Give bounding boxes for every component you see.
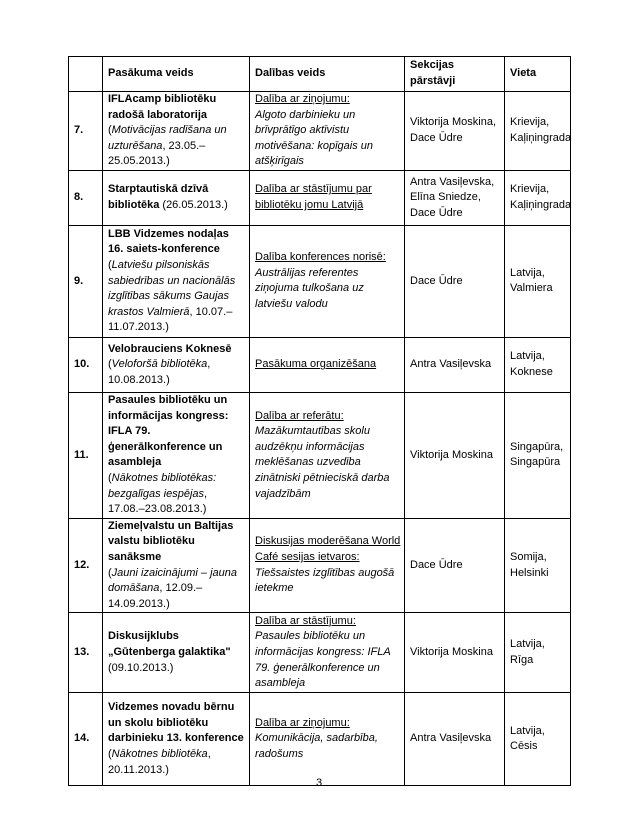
event-subtitle: Jauni izaicinājumi – jauna domāšana <box>108 566 238 595</box>
table-row <box>69 613 571 693</box>
row-number: 11. <box>69 392 103 518</box>
place-cell: Latvija, Valmiera <box>505 225 571 337</box>
activity-cell <box>250 392 405 518</box>
event-subtitle: Latviešu pilsoniskās sabiedrības un nacionālās izglītības sākums Gaujas krastos Valmierā <box>108 259 236 318</box>
activity-cell <box>250 337 405 392</box>
event-title: IFLAcamp bibliotēku radošā laboratorija <box>108 93 217 121</box>
event-cell <box>103 693 250 786</box>
activity-type: Dalība ar stāstījumu: <box>255 614 356 627</box>
place-cell: Krievija, Kaļiņingrada <box>505 170 571 225</box>
place-cell: Singapūra, Singapūra <box>505 392 571 518</box>
activity-cell <box>250 92 405 171</box>
event-cell <box>103 337 250 392</box>
event-cell <box>103 170 250 225</box>
event-dates: , 20.11.2013.) <box>108 748 211 776</box>
representatives-cell: Dace Ūdre <box>405 518 505 613</box>
activity-description: Mazākumtautības skolu audzēkņu informācijas meklēšanas uzvedība zinātniski pētnieciskā darba vajadzībām <box>255 425 390 500</box>
event-open: ( <box>108 566 112 579</box>
activity-cell <box>250 693 405 786</box>
event-subtitle: Veloforšā bibliotēka <box>111 358 208 371</box>
header-event-type: Pasākuma veids <box>103 57 250 92</box>
place-cell: Somija, Helsinki <box>505 518 571 613</box>
table-row <box>69 337 571 392</box>
event-open: ( <box>108 748 112 761</box>
header-place: Vieta <box>505 57 571 92</box>
representatives-cell: Antra Vasiļevska <box>405 337 505 392</box>
event-dates: (09.10.2013.) <box>108 661 174 674</box>
row-number: 12. <box>69 518 103 613</box>
table-row <box>69 92 571 171</box>
row-number: 13. <box>69 613 103 693</box>
event-title: LBB Vidzemes nodaļas 16. saiets-konference <box>108 227 229 256</box>
event-subtitle: Nākotnes bibliotēka <box>111 748 208 761</box>
table-row <box>69 170 571 225</box>
event-title: Starptautiskā dzīvā bibliotēka <box>108 183 209 211</box>
event-title: Pasaules bibliotēku un informācijas kongress: IFLA 79. ģenerālkonference un asambleja <box>108 393 229 469</box>
event-open: ( <box>108 471 112 484</box>
event-dates: , 12.09.–14.09.2013.) <box>108 582 203 610</box>
header-representatives: Sekcijas pārstāvji <box>405 57 505 92</box>
row-number: 7. <box>69 92 103 171</box>
representatives-cell: Viktorija Moskina <box>405 613 505 693</box>
event-cell <box>103 225 250 337</box>
event-subtitle: Nākotnes bibliotēkas: bezgalīgas iespējas <box>108 471 217 500</box>
event-dates: , 23.05.–25.05.2013.) <box>108 139 206 168</box>
table-row <box>69 392 571 518</box>
place-cell: Latvija, Rīga <box>505 613 571 693</box>
page-number: 3 <box>315 777 323 789</box>
activity-type: Diskusijas moderēšana World Café sesijas ietvaros: <box>255 535 401 563</box>
activity-cell <box>250 613 405 693</box>
activity-cell <box>250 225 405 337</box>
event-open: ( <box>108 259 112 272</box>
event-cell <box>103 392 250 518</box>
activity-cell <box>250 170 405 225</box>
event-title: Velobrauciens Koknesē <box>108 342 232 355</box>
events-table <box>68 56 571 786</box>
event-dates: , 10.07.–11.07.2013.) <box>108 305 233 334</box>
event-dates: , 10.08.2013.) <box>108 358 211 386</box>
place-cell: Latvija, Cēsis <box>505 693 571 786</box>
activity-description: Komunikācija, sadarbība, radošums <box>255 732 378 761</box>
header-number <box>69 57 103 92</box>
place-cell: Latvija, Koknese <box>505 337 571 392</box>
event-title: Ziemeļvalstu un Baltijas valstu bibliotēku sanāksme <box>108 519 234 563</box>
representatives-cell: Dace Ūdre <box>405 225 505 337</box>
event-open: ( <box>108 358 112 371</box>
event-cell <box>103 518 250 613</box>
header-activity-type: Dalības veids <box>250 57 405 92</box>
activity-type: Dalība ar referātu: <box>255 409 344 422</box>
activity-description: Tiešsaistes izglītības augošā ietekme <box>255 566 395 595</box>
event-title: Diskusijklubs „Gūtenberga galaktika" <box>108 630 231 658</box>
activity-description: Algoto darbinieku un brīvprātīgo aktīvistu motivēšana: kopīgais un atšķirīgais <box>255 108 374 168</box>
activity-type: Pasākuma organizēšana <box>255 358 377 371</box>
representatives-cell: Antra Vasiļevska <box>405 693 505 786</box>
activity-type: Dalība konferences norisē: <box>255 251 386 264</box>
table-header-row <box>69 57 571 92</box>
activity-type: Dalība ar ziņojumu: <box>255 716 350 729</box>
activity-cell <box>250 518 405 613</box>
event-dates: , 17.08.–23.08.2013.) <box>108 487 208 516</box>
activity-type: Dalība ar ziņojumu: <box>255 93 350 105</box>
activity-description: Austrālijas referentes ziņojuma tulkošana uz latviešu valodu <box>255 266 364 311</box>
event-cell <box>103 92 250 171</box>
table-row <box>69 518 571 613</box>
row-number: 8. <box>69 170 103 225</box>
representatives-cell: Viktorija Moskina, Dace Ūdre <box>405 92 505 171</box>
row-number: 9. <box>69 225 103 337</box>
event-title: Vidzemes novadu bērnu un skolu bibliotēku darbinieku 13. konference <box>108 701 244 745</box>
activity-type: Dalība ar stāstījumu par bibliotēku jomu Latvijā <box>255 183 372 211</box>
event-cell <box>103 613 250 693</box>
event-open: ( <box>108 124 112 137</box>
place-cell: Krievija, Kaļiņingrada <box>505 92 571 171</box>
representatives-cell: Viktorija Moskina <box>405 392 505 518</box>
table-row <box>69 225 571 337</box>
row-number: 14. <box>69 693 103 786</box>
representatives-cell: Antra Vasiļevska, Elīna Sniedze, Dace Ūdre <box>405 170 505 225</box>
table-row <box>69 693 571 786</box>
activity-description: Pasaules bibliotēku un informācijas kongress: IFLA 79. ģenerālkonference un asambleja <box>255 630 391 690</box>
event-subtitle: Motivācijas radīšana un uzturēšana <box>108 124 227 152</box>
row-number: 10. <box>69 337 103 392</box>
event-dates: (26.05.2013.) <box>159 198 228 211</box>
